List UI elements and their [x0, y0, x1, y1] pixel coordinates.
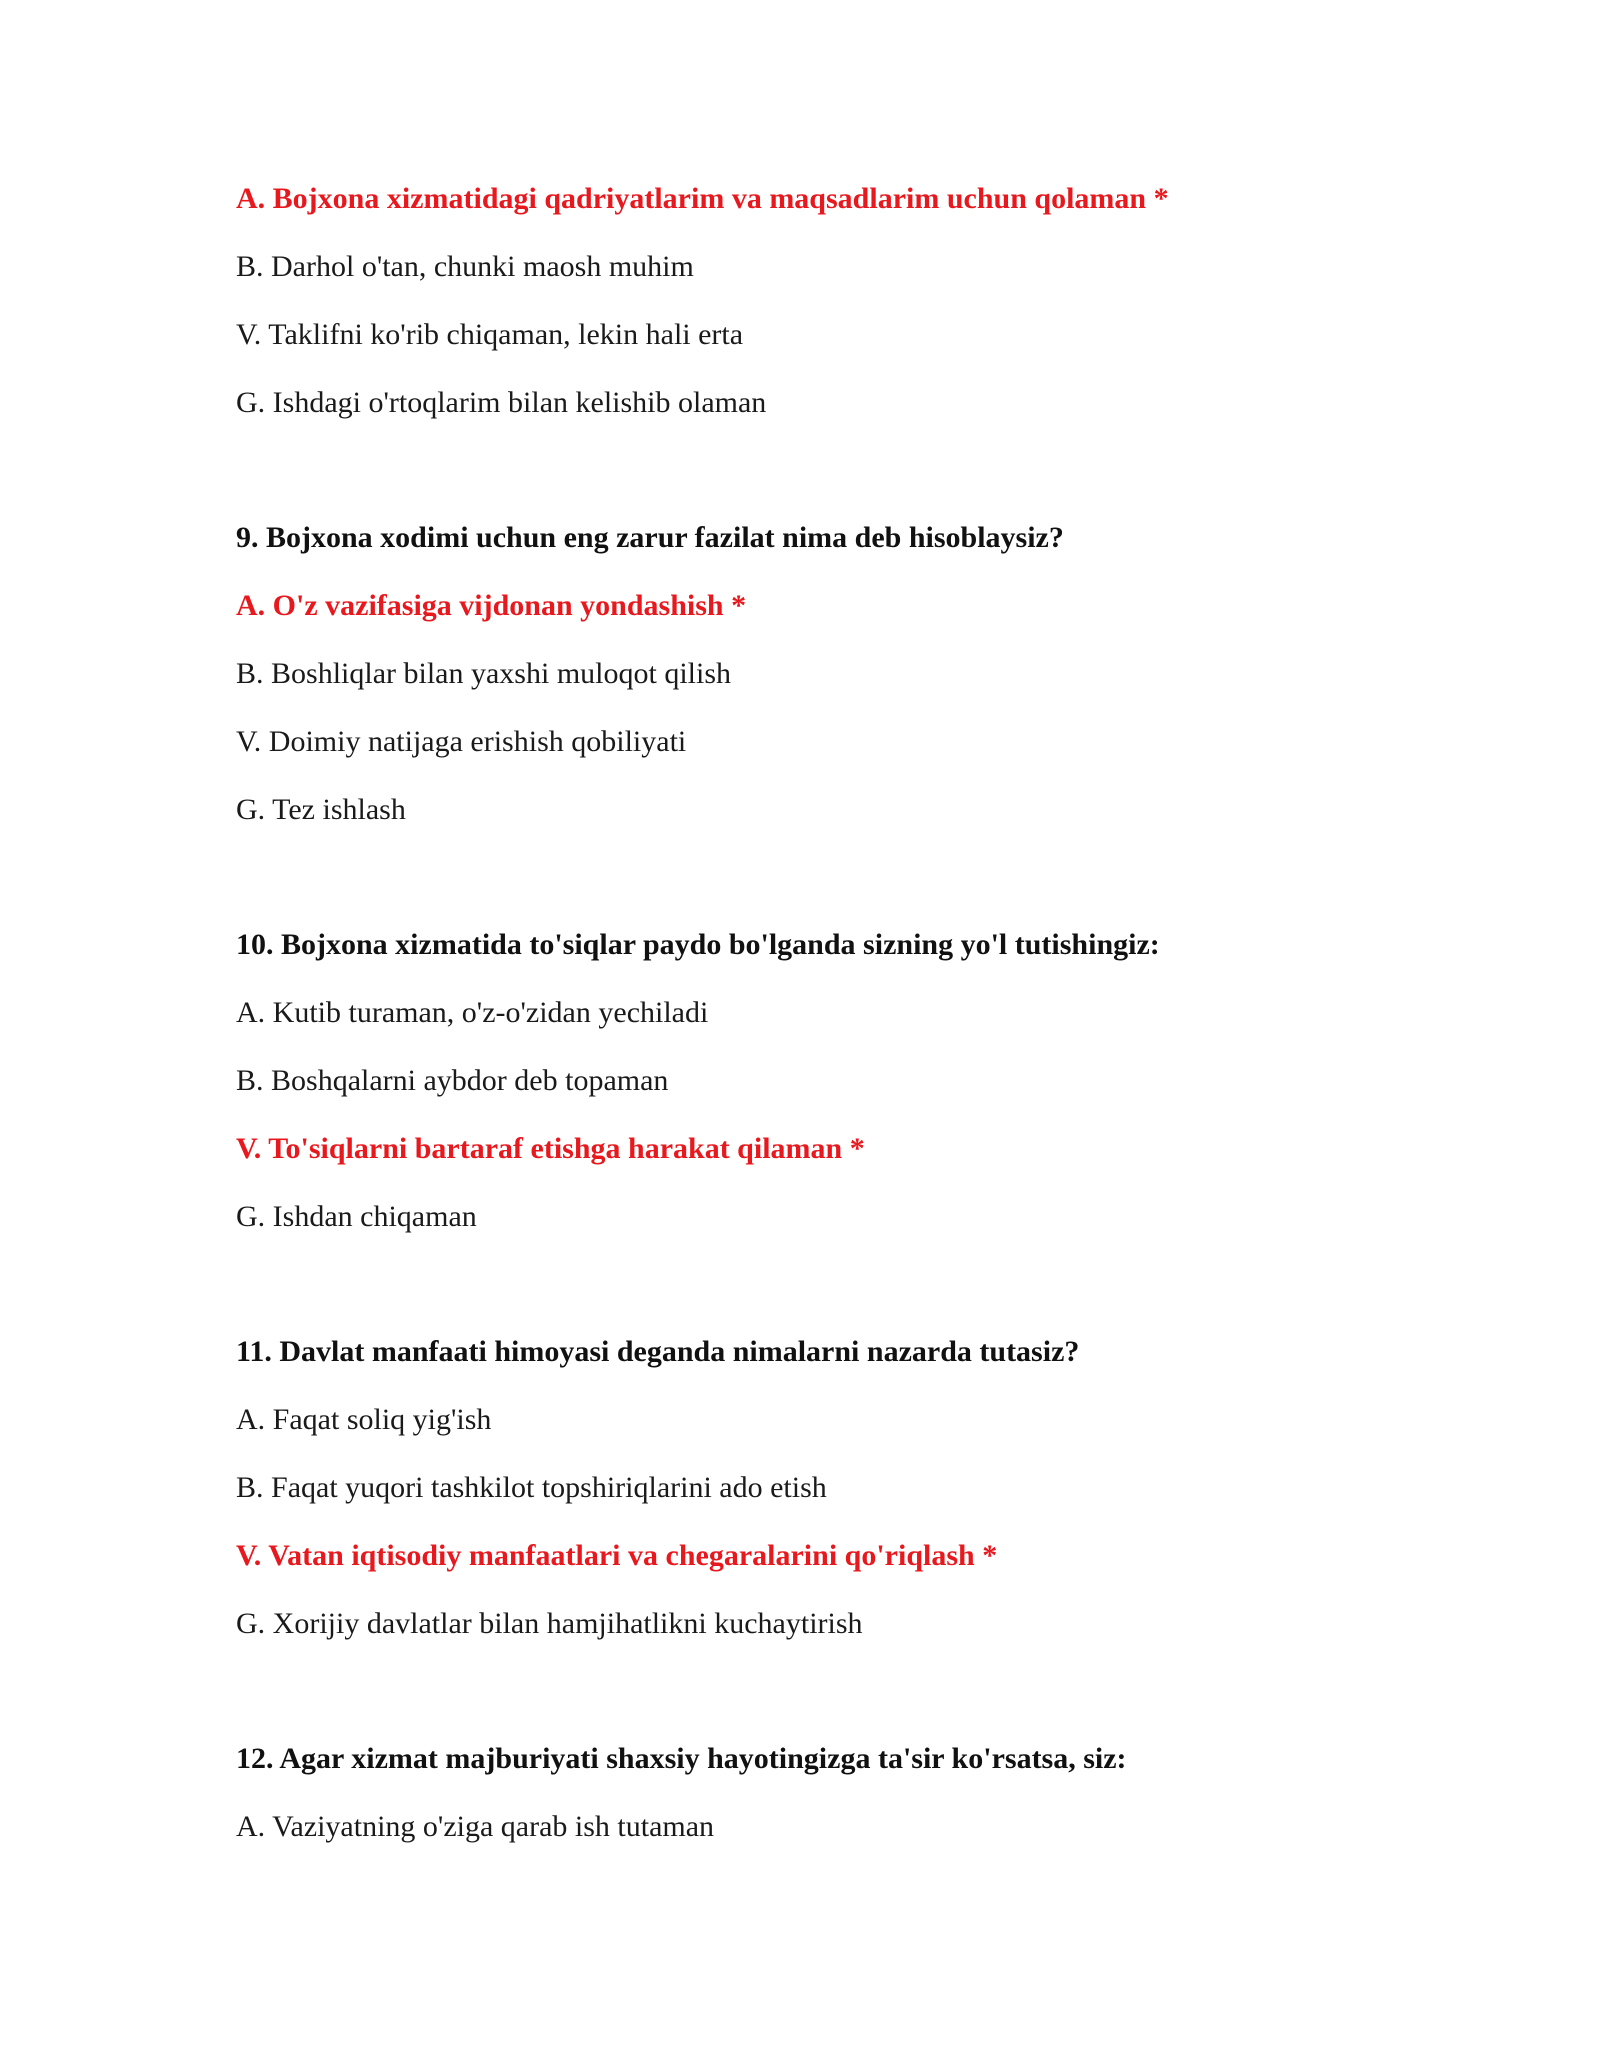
option-12-a: A. Vaziyatning o'ziga qarab ish tutaman: [236, 1810, 715, 1843]
question-10-title: 10. Bojxona xizmatida to'siqlar paydo bo'lganda sizning yo'l tutishingiz:: [236, 928, 1160, 961]
block-spacer: [236, 1674, 1486, 1741]
question-11-title: 11. Davlat manfaati himoyasi deganda nimalarni nazarda tutasiz?: [236, 1335, 1080, 1368]
question-block-12: [236, 1741, 1486, 1845]
option-9-g: G. Tez ishlash: [236, 793, 406, 826]
block-spacer: [236, 1267, 1486, 1334]
option-11-a: A. Faqat soliq yig'ish: [236, 1403, 492, 1436]
question-block-8: [236, 181, 1486, 421]
option-10-b: B. Boshqalarni aybdor deb topaman: [236, 1064, 669, 1097]
question-9-title: 9. Bojxona xodimi uchun eng zarur fazilat nima deb hisoblaysiz?: [236, 521, 1064, 554]
question-block-9: [236, 520, 1486, 828]
option-9-a: A. O'z vazifasiga vijdonan yondashish *: [236, 589, 747, 622]
option-9-v: V. Doimiy natijaga erishish qobiliyati: [236, 725, 687, 758]
quiz-content: [236, 181, 1486, 1877]
option-8-a: A. Bojxona xizmatidagi qadriyatlarim va maqsadlarim uchun qolaman *: [236, 182, 1169, 215]
option-11-v: V. Vatan iqtisodiy manfaatlari va chegaralarini qo'riqlash *: [236, 1539, 998, 1572]
option-8-v: V. Taklifni ko'rib chiqaman, lekin hali erta: [236, 318, 744, 351]
option-10-g: G. Ishdan chiqaman: [236, 1200, 477, 1233]
block-spacer: [236, 453, 1486, 520]
option-11-b: B. Faqat yuqori tashkilot topshiriqlarini ado etish: [236, 1471, 827, 1504]
option-8-b: B. Darhol o'tan, chunki maosh muhim: [236, 250, 694, 283]
option-11-g: G. Xorijiy davlatlar bilan hamjihatlikni kuchaytirish: [236, 1607, 863, 1640]
option-9-b: B. Boshliqlar bilan yaxshi muloqot qilish: [236, 657, 731, 690]
option-8-g: G. Ishdagi o'rtoqlarim bilan kelishib olaman: [236, 386, 767, 419]
block-spacer: [236, 860, 1486, 927]
question-block-11: [236, 1334, 1486, 1642]
option-10-v: V. To'siqlarni bartaraf etishga harakat qilaman *: [236, 1132, 865, 1165]
question-block-10: [236, 927, 1486, 1235]
question-12-title: 12. Agar xizmat majburiyati shaxsiy hayotingizga ta'sir ko'rsatsa, siz:: [236, 1742, 1127, 1775]
option-10-a: A. Kutib turaman, o'z-o'zidan yechiladi: [236, 996, 709, 1029]
